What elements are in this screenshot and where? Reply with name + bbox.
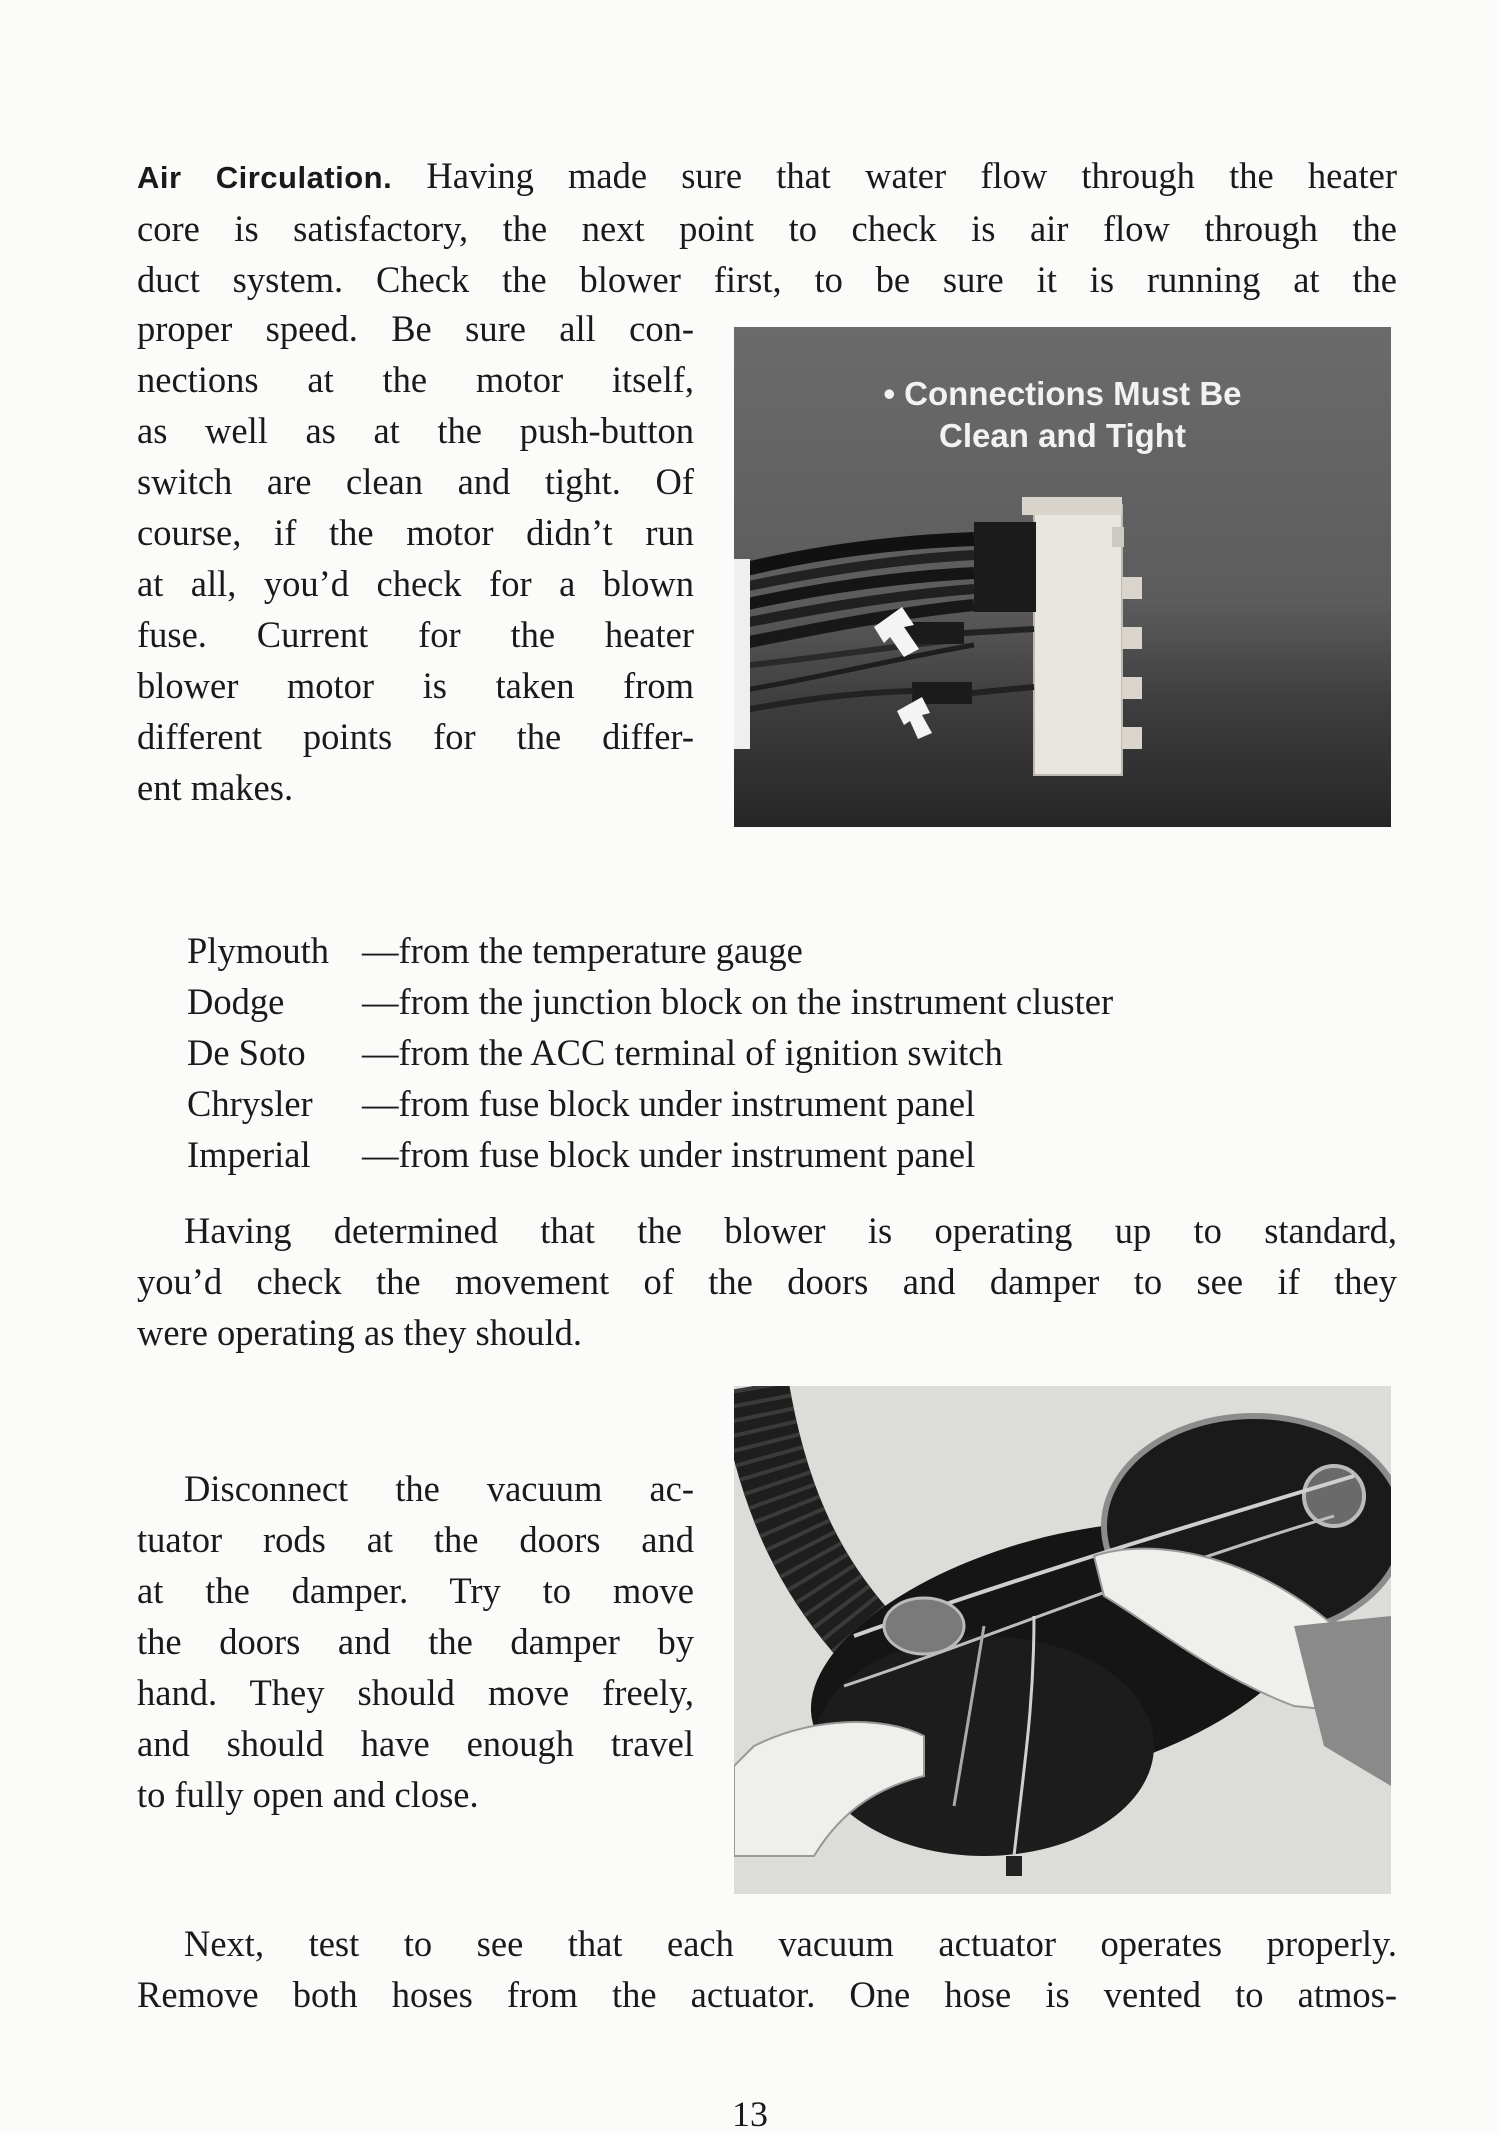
text-line: blower motor is taken from xyxy=(137,665,694,706)
text-line: the doors and the damper by xyxy=(137,1621,694,1662)
actuator-rods-photo xyxy=(734,1386,1391,1894)
text-line: hand. They should move freely, xyxy=(137,1672,694,1713)
text-line: course, if the motor didn’t run xyxy=(137,512,694,553)
intro-line: core is satisfactory, the next point to check is air flow through the xyxy=(137,208,1397,249)
make-name: De Soto xyxy=(187,1032,306,1073)
table-row xyxy=(187,1129,1113,1180)
actuator-rods-paragraph xyxy=(137,1463,694,1820)
text-line: tuator rods at the doors and xyxy=(137,1519,694,1560)
switch-connections-photo xyxy=(734,327,1391,827)
section-heading: Air Circulation. xyxy=(137,160,393,195)
text-line: and should have enough travel xyxy=(137,1723,694,1764)
text-line: fuse. Current for the heater xyxy=(137,614,694,655)
vacuum-actuator-paragraph xyxy=(137,1918,1397,2020)
current-source: —from the ACC terminal of ignition switch xyxy=(362,1032,1003,1073)
heater-housing-illustration xyxy=(734,1386,1391,1894)
page-number: 13 xyxy=(732,2094,768,2134)
text-line: were operating as they should. xyxy=(137,1312,582,1353)
current-source: —from the junction block on the instrument cluster xyxy=(362,981,1114,1022)
text-line: ent makes. xyxy=(137,767,294,808)
table-row xyxy=(187,1078,1113,1129)
text-line: Next, test to see that each vacuum actuator operates properly. xyxy=(184,1923,1397,1964)
text-line: to fully open and close. xyxy=(137,1774,479,1815)
text-line: at the damper. Try to move xyxy=(137,1570,694,1611)
connections-paragraph xyxy=(137,303,694,813)
text-line: as well as at the push-button xyxy=(137,410,694,451)
table-row xyxy=(187,1027,1113,1078)
table-row xyxy=(187,976,1113,1027)
text-line: Remove both hoses from the actuator. One hose is vented to atmos- xyxy=(137,1974,1397,2015)
intro-line: Air Circulation. Having made sure that water flow through the heater xyxy=(137,155,1397,196)
text-line: proper speed. Be sure all con- xyxy=(137,308,694,349)
blower-paragraph xyxy=(137,1205,1397,1358)
make-name: Dodge xyxy=(187,981,285,1022)
current-source: —from fuse block under instrument panel xyxy=(362,1134,976,1175)
text-line: different points for the differ- xyxy=(137,716,694,757)
text-line: Disconnect the vacuum ac- xyxy=(184,1468,694,1509)
make-name: Chrysler xyxy=(187,1083,313,1124)
air-circulation-intro xyxy=(137,150,1397,305)
text-line: switch are clean and tight. Of xyxy=(137,461,694,502)
blower-current-sources-table xyxy=(187,925,1113,1180)
table-row xyxy=(187,925,1113,976)
make-name: Plymouth xyxy=(187,930,329,971)
text-line: nections at the motor itself, xyxy=(137,359,694,400)
make-name: Imperial xyxy=(187,1134,311,1175)
intro-line: duct system. Check the blower first, to be sure it is running at the xyxy=(137,259,1397,300)
text-line: you’d check the movement of the doors and damper to see if they xyxy=(137,1261,1397,1302)
text-line: Having determined that the blower is operating up to standard, xyxy=(184,1210,1397,1251)
photo-caption: • Connections Must Be Clean and Tight xyxy=(883,375,1242,454)
current-source: —from the temperature gauge xyxy=(362,930,803,971)
current-source: —from fuse block under instrument panel xyxy=(362,1083,976,1124)
text-line: at all, you’d check for a blown xyxy=(137,563,694,604)
